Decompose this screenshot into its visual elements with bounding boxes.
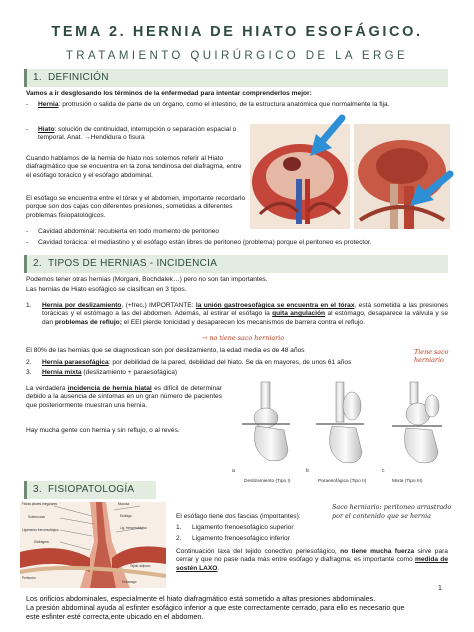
page-title: TEMA 2. HERNIA DE HIATO ESOFÁGICO.	[51, 24, 423, 40]
handwritten-note-sin-saco: → no tiene saco herniario	[202, 334, 285, 342]
arrow-icon	[404, 168, 454, 213]
tipos-line-1: Podemos tener otras hernias (Morgani, Bochdalek…) pero no son tan importantes.	[26, 276, 268, 283]
tipo-3-mixta: 3. Hernia mixta (deslizamiento + paraesofágica)	[26, 369, 178, 376]
figure-caption-c: Mixta (Tipo III)	[392, 479, 423, 484]
page-subtitle: TRATAMIENTO QUIRÚRGICO DE LA ERGE	[65, 50, 409, 62]
incidencia-note: Hay mucha gente con hernia y sin reflujo, o al revés.	[26, 427, 180, 434]
figure-letter-b: b	[306, 468, 309, 474]
fascia-label: Diafragma	[34, 540, 49, 544]
handwritten-note-con-saco: Tiene saco herniario	[414, 348, 449, 364]
section-header-tipos	[24, 255, 448, 273]
figure-letter-a: a	[232, 468, 235, 474]
fascia-item-inferior: 2. Ligamento frenoesofágico inferior	[176, 535, 290, 542]
section-label: DEFINICIÓN	[47, 72, 109, 83]
arrow-icon	[302, 114, 347, 164]
tipo-2-paraesofagica: 2. Hernia paraesofágica: por debilidad de la pared, debilidad del hiato. Se da en mayores, de unos 61 años	[26, 359, 352, 366]
bullet-dash: -	[26, 126, 29, 133]
fascia-label: Mucosa	[118, 502, 130, 506]
bullet-dash: -	[26, 101, 29, 108]
handwritten-note-saco-herniario: Saco herniario: peritoneo arrastrado por el contenido que se hernia	[332, 503, 452, 520]
fascia-label: Lig. frenoesofágico	[120, 526, 147, 530]
section-number: 1.	[33, 72, 42, 83]
fascia-label: Esófago	[120, 514, 132, 518]
fascia-label: Tejido adiposo	[130, 564, 151, 568]
footer-text: Los orificios abdominales, especialmente el hiato diafragmático está sometido a altas presiones abdominales. La presión abdominal ayuda al esfinter esofágico inferior a que este correctamente cerrado, para ello es necesario que este esfinter esté correcta,ente ubicado en el abdomen.	[26, 594, 405, 621]
page-number: 1	[438, 585, 442, 592]
definition-paragraph-1: Cuando hablamos de la hernia de hiato nos solemos referir al Hiato diafragmático que se encuentra en la zona tendinosa del diafragma, entre el esófago torácico y el esófago abdominal.	[26, 155, 242, 179]
hernia-types-figure	[228, 380, 453, 480]
definition-paragraph-2: El esófago se encuentra entre el tórax y el abdomen, importante recordarlo porque son dos cajas con diferentes presiones, sometidas a diferentes problemas fisiopatológicos.	[26, 195, 246, 219]
section-header-definicion	[24, 69, 448, 87]
section-label: TIPOS DE HERNIAS - INCIDENCIA	[47, 258, 218, 269]
definition-hernia: - Hernia: protrusión o salida de parte de un órgano, como el intestino, de la estructura anatómica que normalmente la fija.	[26, 101, 390, 108]
bullet-cavidad-toracica: - Cavidad torácica: el mediastino y el esófago están libres de peritoneo (problema) porque el peritoneo es protector.	[26, 239, 372, 246]
fascia-label: Ligamento frenoesofágico	[22, 528, 59, 532]
section-number: 2.	[33, 258, 42, 269]
tipo-1-deslizamiento: 1. Hernia por deslizamiento, (+frec.) IMPORTANTE: la unión gastroesofágica se encuentra en el tórax, está sometida a las presiones torácicas y el estómago a las del abdomen. Además, al estirar el esófago la quita angulación al estómago, desaparece la válvula y se dan problemas de reflujo; el EEI pierde tonicidad y desaparecen los mecanismos de barrera contra el reflujo.	[26, 302, 449, 326]
section-header-fisiopatologia	[24, 481, 156, 499]
tipos-porcentaje: El 80% de las hernias que se diagnostican son por deslizamiento, la edad media es de 48 años	[26, 347, 305, 354]
fascia-label: Submucosa	[28, 515, 45, 519]
section-label: FISIOPATOLOGÍA	[47, 484, 135, 495]
definition-hiato: - Hiato: solución de continuidad, interrupción o separación espacial o temporal. Anat. →Hendidura o fisura	[26, 126, 237, 142]
fascia-label: Fibras pilares irregulares	[22, 502, 58, 506]
bullet-cavidad-abdominal: - Cavidad abdominal: recubierta en todo momento de peritoneo	[26, 228, 220, 235]
fisio-continuacion: Continuación laxa del tejido conectivo periesofágico, no tiene mucha fuerza sirve para cerrar y que no pase nada más entre esófago y diafragma; es importante como medida de sostén LAXO.	[176, 548, 448, 572]
fascia-label: Peritoneo	[22, 576, 36, 580]
definition-intro: Vamos a ir desglosando los términos de la enfermedad para intentar comprenderlos mejor:	[26, 90, 312, 97]
fascia-illustration	[20, 502, 166, 588]
tipos-line-2: Las hernias de Hiato esofágico se clasifican en 3 tipos.	[26, 286, 187, 293]
figure-caption-b: Paraesofágica (Tipo II)	[318, 479, 367, 484]
figure-caption-a: Deslizamiento (Tipo I)	[244, 479, 291, 484]
fisio-intro: El esófago tiene dos fascias (importantes):	[176, 513, 301, 520]
section-number: 3.	[33, 484, 42, 495]
figure-letter-c: c	[382, 468, 385, 474]
fascia-item-superior: 1. Ligamento frenoesofágico superior	[176, 524, 294, 531]
incidencia-paragraph: La verdadera incidencia de hernia hiatal es difícil de determinar debido a la ausencia de síntomas en un gran número de pacientes que posteriormente muestran una hernia.	[26, 385, 222, 409]
fascia-label: Estómago	[122, 580, 137, 584]
